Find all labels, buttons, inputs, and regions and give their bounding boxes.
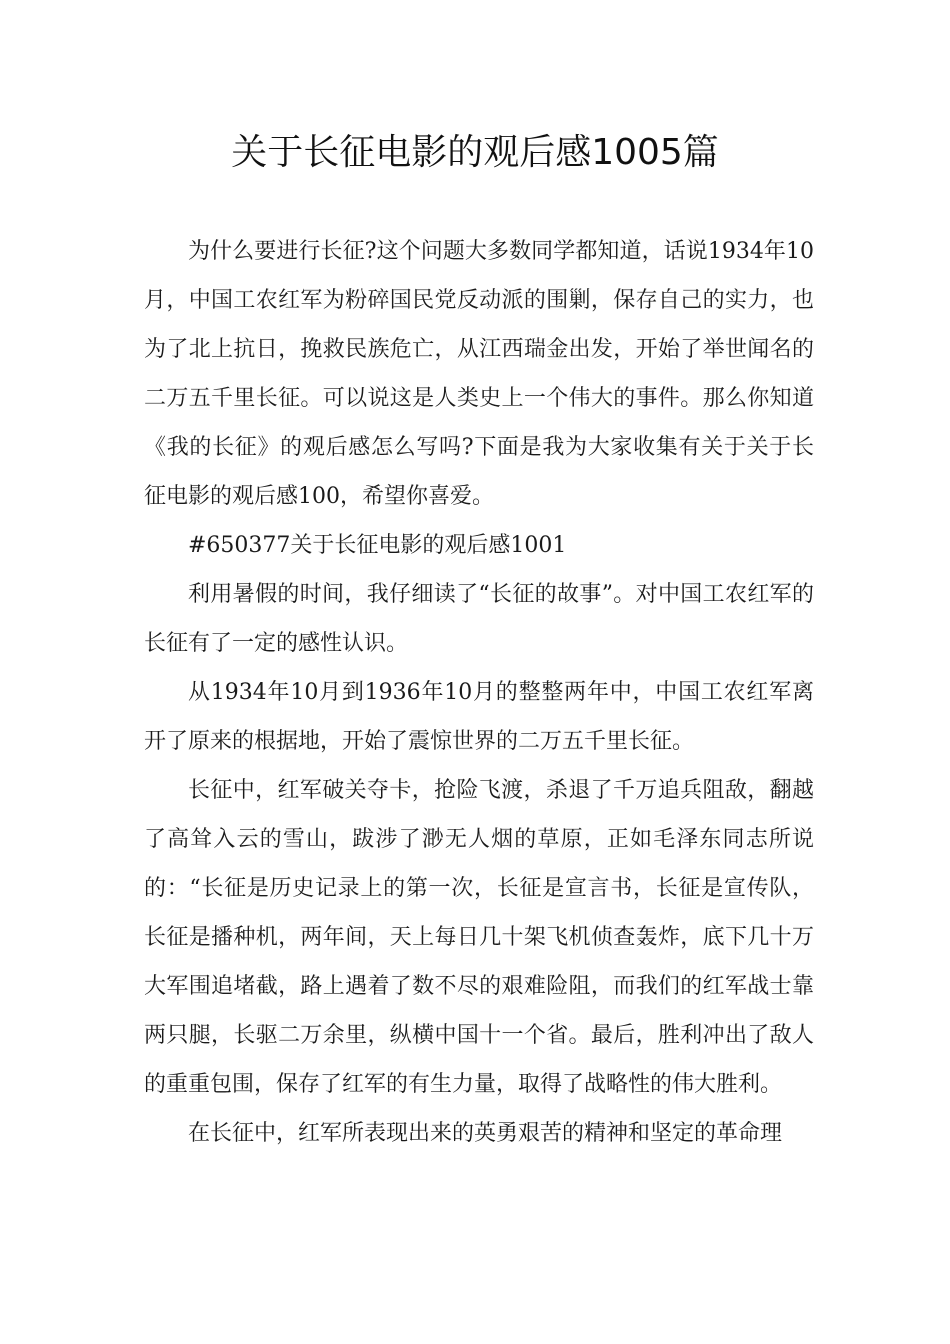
paragraph-intro: 为什么要进行长征?这个问题大多数同学都知道，话说1934年10月，中国工农红军为粉碎国民党反动派的围剿，保存自己的实力，也为了北上抗日，挽救民族危亡，从江西瑞金出发，开始了举世闻名的二万五千里长征。可以说这是人类史上一个伟大的事件。那么你知道《我的长征》的观后感怎么写吗?下面是我为大家收集有关于关于长征电影的观后感100，希望你喜爱。 bbox=[144, 239, 814, 509]
paragraph: 利用暑假的时间，我仔细读了“长征的故事”。对中国工农红军的长征有了一定的感性认识。 bbox=[144, 582, 814, 656]
paragraph: 在长征中，红军所表现出来的英勇艰苦的精神和坚定的革命理 bbox=[188, 1121, 783, 1146]
paragraph-subheading: #650377关于长征电影的观后感1001 bbox=[188, 533, 567, 558]
paragraph: 长征中，红军破关夺卡，抢险飞渡，杀退了千万追兵阻敌，翻越了高耸入云的雪山，跋涉了渺无人烟的草原，正如毛泽东同志所说的：“长征是历史记录上的第一次，长征是宣言书，长征是宣传队，长征是播种机，两年间，天上每日几十架飞机侦查轰炸，底下几十万大军围追堵截，路上遇着了数不尽的艰难险阻，而我们的红军战士靠两只腿，长驱二万余里，纵横中国十一个省。最后，胜利冲出了敌人的重重包围，保存了红军的有生力量，取得了战略性的伟大胜利。 bbox=[144, 778, 814, 1097]
document-title: 关于长征电影的观后感1005篇 bbox=[231, 132, 719, 173]
paragraph: 从1934年10月到1936年10月的整整两年中，中国工农红军离开了原来的根据地，开始了震惊世界的二万五千里长征。 bbox=[144, 680, 814, 754]
document-body bbox=[144, 227, 814, 1158]
